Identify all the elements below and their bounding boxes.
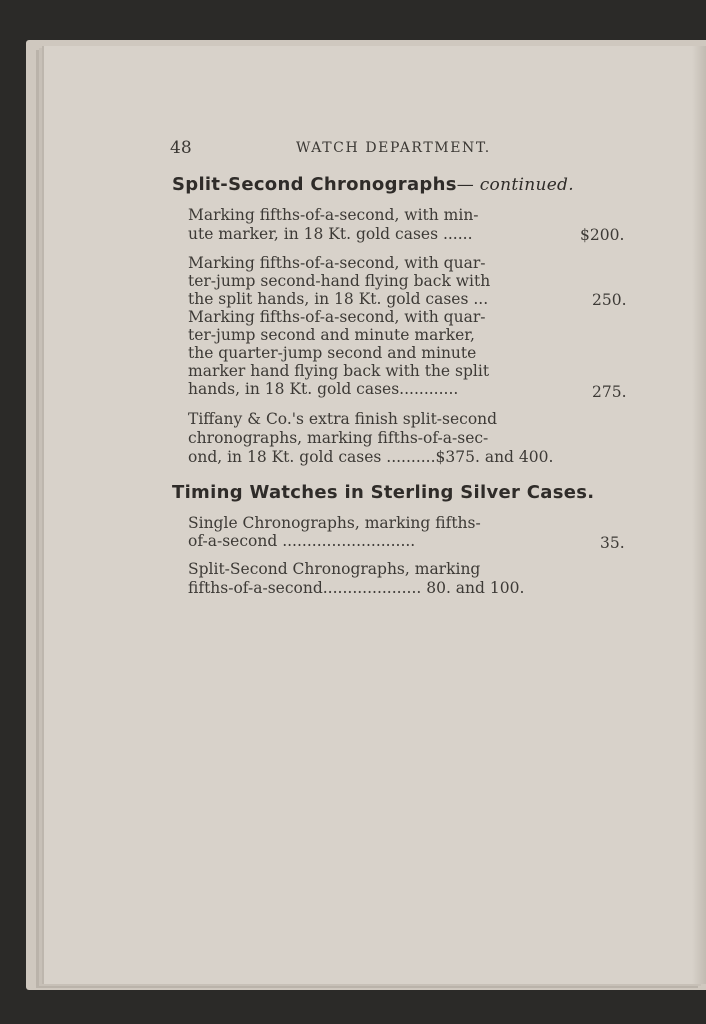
entry-line: Marking fifths-of-a-second, with min- bbox=[188, 206, 479, 224]
entry-line: Tiffany & Co.'s extra finish split-second bbox=[188, 410, 498, 428]
page-gutter-shadow bbox=[692, 46, 706, 984]
entry-line: chronographs, marking fifths-of-a-sec- bbox=[188, 429, 489, 447]
entry-price: 275. bbox=[592, 383, 627, 401]
entry-line: Split-Second Chronographs, marking bbox=[188, 560, 481, 578]
entry-line: ond, in 18 Kt. gold cases ..........$375. and 400. bbox=[188, 448, 554, 466]
section-title: Split-Second Chronographs bbox=[172, 174, 457, 195]
page-number: 48 bbox=[170, 138, 192, 158]
entry-line: Marking fifths-of-a-second, with quar- bbox=[188, 308, 486, 326]
continued-note: — continued. bbox=[456, 175, 574, 195]
entry-line: the split hands, in 18 Kt. gold cases ... bbox=[188, 290, 489, 308]
entry-line: fifths-of-a-second.................... 80. and 100. bbox=[188, 579, 525, 597]
entry-line: Marking fifths-of-a-second, with quar- bbox=[188, 254, 486, 272]
entry-price: 35. bbox=[600, 534, 625, 552]
entry-line: Single Chronographs, marking fifths- bbox=[188, 514, 481, 532]
running-head: WATCH DEPARTMENT. bbox=[296, 140, 491, 156]
entry-price: 250. bbox=[592, 291, 627, 309]
section-heading-split-second bbox=[172, 174, 574, 195]
entry-line: ter-jump second-hand flying back with bbox=[188, 272, 491, 290]
entry-line: marker hand flying back with the split bbox=[188, 362, 490, 380]
entry-line: hands, in 18 Kt. gold cases............ bbox=[188, 380, 459, 398]
section-heading-timing-watches: Timing Watches in Sterling Silver Cases. bbox=[172, 482, 595, 503]
entry-line: of-a-second ........................... bbox=[188, 532, 416, 550]
page-header bbox=[170, 138, 510, 160]
entry-line: ter-jump second and minute marker, bbox=[188, 326, 475, 344]
entry-price: $200. bbox=[580, 226, 625, 244]
entry-line: ute marker, in 18 Kt. gold cases ...... bbox=[188, 225, 473, 243]
entry-line: the quarter-jump second and minute bbox=[188, 344, 477, 362]
